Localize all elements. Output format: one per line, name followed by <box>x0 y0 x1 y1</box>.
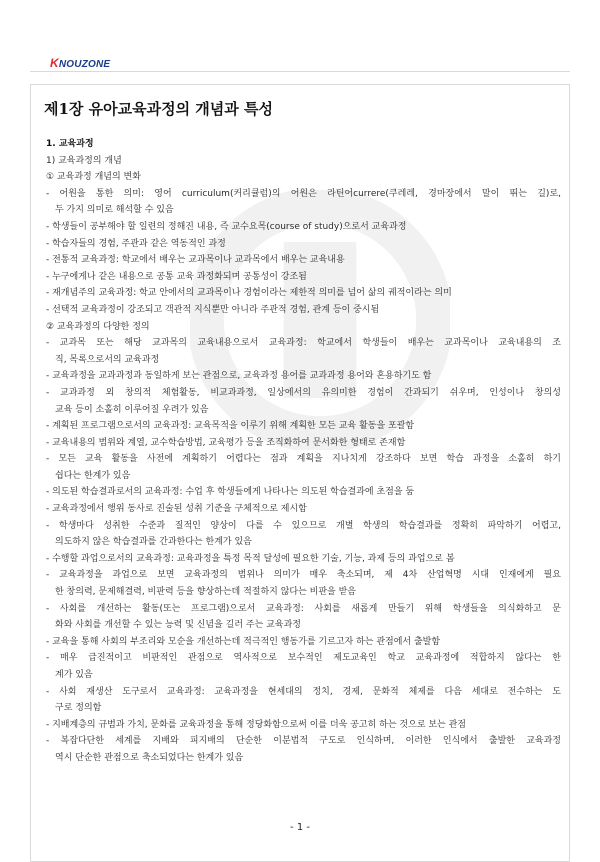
concept-change-list <box>46 186 561 319</box>
text-line: - 복잡다단한 세계를 지배와 피지배의 단순한 이분법적 구도로 인식하며, 이러한 인식에서 출발한 교육과정 <box>46 736 561 747</box>
text-line: - 교육을 통해 사회의 부조리와 모순을 개선하는데 적극적인 행동가를 기르고자 하는 관점에서 출발함 <box>46 636 441 647</box>
text-line: - 교과과정 외 창의적 체험활동, 비교과과정, 일상에서의 유의미한 경험이 간과되기 쉬우며, 인성이나 창의성 <box>46 387 561 398</box>
text-line: - 매우 급진적이고 비판적인 관점으로 역사적으로 보수적인 제도교육인 학교 교육과정에 적합하지 않다는 한 <box>46 653 561 664</box>
brand-logo: KNOUZONE <box>50 56 111 70</box>
text-line: - 교육내용의 범위와 계열, 교수학습방법, 교육평가 등을 조직화하여 문서화한 형태로 존재함 <box>46 437 406 448</box>
text-line: 계가 있음 <box>55 670 93 680</box>
section-heading: 1. 교육과정 <box>46 139 94 149</box>
text-line: - 교과목 또는 해당 교과목의 교육내용으로서 교육과정: 학교에서 학생들이 배우는 교과목이나 교육내용의 조 <box>46 338 561 349</box>
document-body <box>46 136 561 767</box>
text-line: - 교육과정을 과업으로 보면 교육과정의 범위나 의미가 매우 축소되며, 제 4차 산업혁명 시대 인재에게 필요 <box>46 570 561 581</box>
text-line: - 교육과정을 교과과정과 동일하게 보는 관점으로, 교육과정 용어를 교과과정 용어와 혼용하기도 함 <box>46 371 432 382</box>
text-line: - 모든 교육 활동을 사전에 계획하기 어렵다는 점과 계획을 지나치게 강조하다 보면 학습 과정을 소홀히 하기 <box>46 454 561 465</box>
item-heading-1: ① 교육과정 개념의 변화 <box>46 172 141 183</box>
text-line: - 수행할 과업으로서의 교육과정: 교육과정을 특정 목적 달성에 필요한 기술, 기능, 과제 등의 과업으로 봄 <box>46 553 455 564</box>
text-line: - 학생들이 공부해야 할 일련의 정해진 내용, 즉 교수요목(course of study)으로서 교육과정 <box>46 221 407 232</box>
text-line: 의도하지 않은 학습결과를 간과한다는 한계가 있음 <box>55 537 252 548</box>
text-line: - 누구에게나 같은 내용으로 공통 교육 과정화되며 공통성이 강조됨 <box>46 271 307 282</box>
chapter-title: 제1장 유아교육과정의 개념과 특성 <box>44 100 273 118</box>
text-line: 한 창의력, 문제해결력, 비판력 등을 향상하는데 적절하지 않다는 비판을 받음 <box>55 587 356 598</box>
text-line: - 어원을 통한 의미: 영어 curriculum(커리큘럼)의 어원은 라틴어currere(쿠레레, 경마장에서 말이 뛰는 길)로, <box>46 188 561 199</box>
definitions-list <box>46 335 561 766</box>
text-line: - 사회 재생산 도구로서 교육과정: 교육과정을 현세대의 정치, 경제, 문화적 체제를 다음 세대로 전수하는 도 <box>46 686 561 697</box>
text-line: - 의도된 학습결과로서의 교육과정: 수업 후 학생들에게 나타나는 의도된 학습결과에 초점을 둠 <box>46 487 415 498</box>
text-line: - 지배계층의 규범과 가치, 문화를 교육과정을 통해 정당화함으로써 이를 더욱 공고히 하는 것으로 보는 관점 <box>46 719 467 730</box>
text-line: - 교육과정에서 행위 동사로 진술된 성취 기준을 구체적으로 제시함 <box>46 504 307 515</box>
text-line: 직, 목록으로서의 교육과정 <box>55 354 160 365</box>
text-line: - 학생마다 성취한 수준과 질적인 양상이 다를 수 있으므로 개별 학생의 학습결과를 정확히 파악하기 어렵고, <box>46 520 561 531</box>
header-divider <box>30 71 570 72</box>
subsection-heading: 1) 교육과정의 개념 <box>46 155 122 166</box>
text-line: 화와 사회를 개선할 수 있는 능력 및 신념을 길러 주는 교육과정 <box>55 620 301 631</box>
text-line: 구로 정의함 <box>55 703 102 714</box>
text-line: 두 가지 의미로 해석할 수 있음 <box>55 205 174 216</box>
page-number: - 1 - <box>290 822 310 833</box>
text-line: 쉽다는 한계가 있음 <box>55 470 131 481</box>
text-line: - 학습자들의 경험, 주관과 같은 역동적인 과정 <box>46 238 226 249</box>
text-line: 교육 등이 소홀히 이루어질 우려가 있음 <box>55 404 209 415</box>
text-line: - 계획된 프로그램으로서의 교육과정: 교육목적을 이루기 위해 계획한 모든 교육 활동을 포괄함 <box>46 421 415 432</box>
text-line: - 재개념주의 교육과정: 학교 안에서의 교과목이나 경험이라는 제한적 의미를 넘어 삶의 궤적이라는 의미 <box>46 288 452 299</box>
item-heading-2: ② 교육과정의 다양한 정의 <box>46 321 150 332</box>
text-line: 역시 단순한 관점으로 축소되었다는 한계가 있음 <box>55 752 244 763</box>
text-line: - 전통적 교육과정: 학교에서 배우는 교과목이나 교과목에서 배우는 교육내용 <box>46 255 345 266</box>
text-line: - 사회를 개선하는 활동(또는 프로그램)으로서 교육과정: 사회를 새롭게 만들기 위해 학생들을 의식화하고 문 <box>46 603 561 614</box>
text-line: - 선택적 교육과정이 강조되고 객관적 지식뿐만 아니라 주관적 경험, 관계 등이 중시됨 <box>46 304 380 315</box>
